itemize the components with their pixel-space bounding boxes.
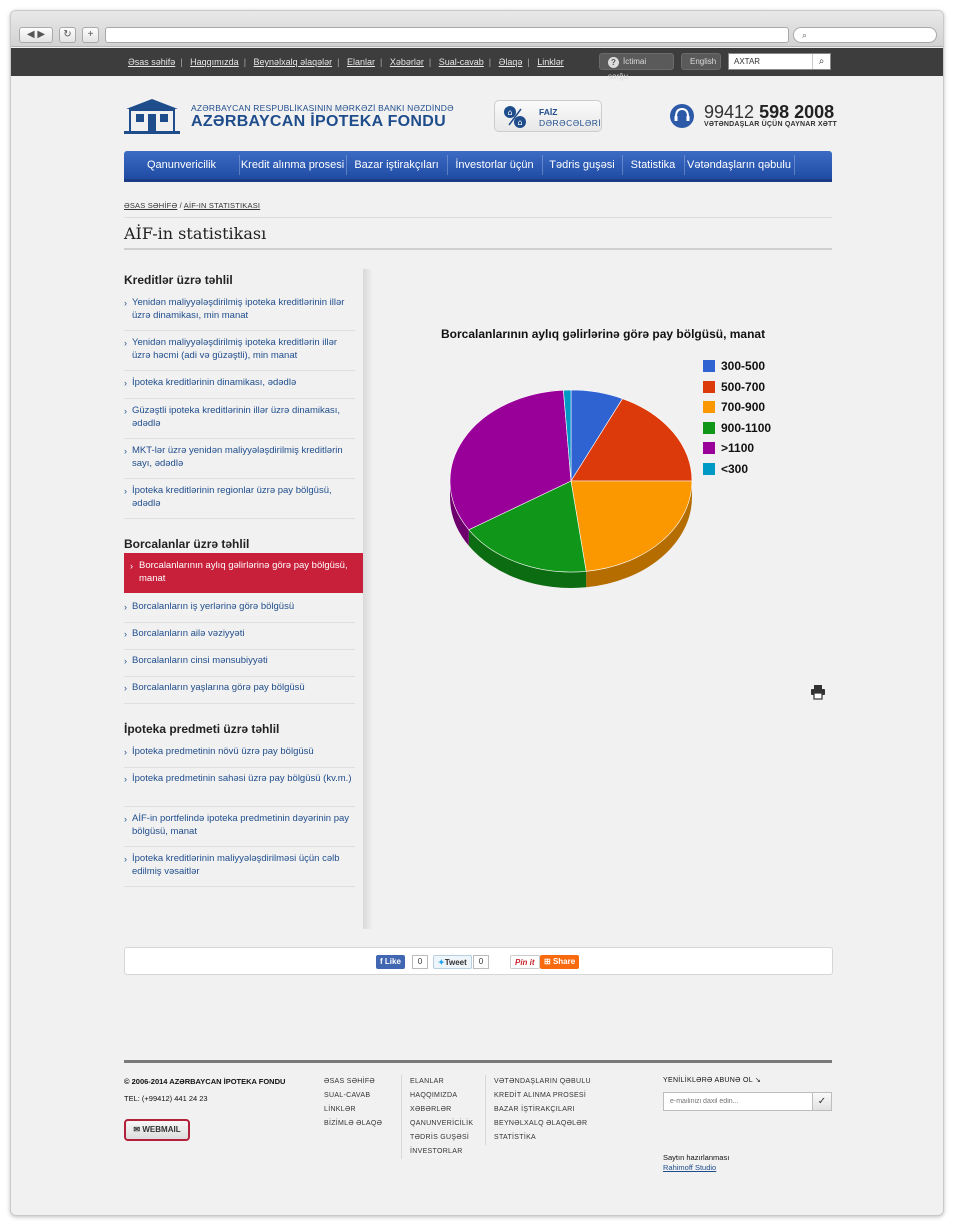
sidebar-item[interactable]: › Yenidən maliyyələşdirilmiş ipoteka kreditlərin illər üzrə həcmi (adi və güzəştli), min manat: [124, 337, 355, 371]
legend-swatch: [703, 401, 715, 413]
made-by-label: Saytın hazırlanması: [663, 1153, 730, 1162]
facebook-like-button[interactable]: f Like: [376, 955, 405, 969]
legend-swatch: [703, 381, 715, 393]
top-nav-intl[interactable]: Beynəlxalq əlaqələr: [253, 57, 333, 67]
page-title: AİF-in statistikası: [124, 224, 267, 243]
svg-text:⌂: ⌂: [507, 108, 513, 117]
breadcrumb: ƏSAS SƏHİFƏ / AİF-IN STATISTIKASI: [124, 201, 261, 210]
twitter-bird-icon: ✦: [438, 958, 445, 967]
top-nav-links[interactable]: Linklər: [537, 57, 564, 67]
footer-link[interactable]: ELANLAR: [410, 1078, 445, 1085]
footer-links-col3: [485, 1075, 591, 1145]
sidebar-item[interactable]: › Borcalanların yaşlarına görə pay bölgüsü: [124, 682, 355, 704]
like-count: 0: [412, 955, 428, 969]
browser-toolbar: [11, 11, 943, 47]
sidebar-section-title: İpoteka predmeti üzrə təhlil: [124, 722, 280, 736]
top-nav-about[interactable]: Haqqımızda: [190, 57, 239, 67]
legend-swatch: [703, 463, 715, 475]
legend-swatch: [703, 422, 715, 434]
sidebar-section-title: Kreditlər üzrə təhlil: [124, 273, 233, 287]
top-nav-news[interactable]: Xəbərlər: [389, 57, 424, 67]
footer-link[interactable]: XƏBƏRLƏR: [410, 1106, 452, 1113]
top-bar: [11, 48, 943, 81]
legend-swatch: [703, 360, 715, 372]
top-nav: Əsas səhifə | Haqqımızda | Beynəlxalq əlaqələr | Elanlar | Xəbərlər | Sual-cavab | Əlaqə | Linklər: [128, 57, 564, 67]
chevron-right-icon: ›: [124, 378, 127, 388]
legend-label: <300: [721, 461, 749, 476]
pinterest-button[interactable]: Pin it: [510, 955, 540, 969]
sidebar-item[interactable]: › İpoteka predmetinin növü üzrə pay bölgüsü: [124, 746, 355, 768]
footer-link[interactable]: LİNKLƏR: [324, 1106, 356, 1113]
chevron-right-icon: ›: [124, 602, 127, 612]
footer-link[interactable]: KREDİT ALINMA PROSESİ: [494, 1092, 587, 1099]
tweet-button[interactable]: ✦Tweet: [433, 955, 472, 969]
footer-divider: [124, 1060, 832, 1063]
logo-title[interactable]: AZƏRBAYCAN İPOTEKA FONDU: [191, 113, 446, 130]
chevron-right-icon: ›: [124, 683, 127, 693]
chevron-right-icon: ›: [124, 656, 127, 666]
copyright: © 2006-2014 AZƏRBAYCAN İPOTEKA FONDU: [124, 1077, 286, 1086]
footer-link[interactable]: BAZAR İŞTİRAKÇILARI: [494, 1106, 575, 1113]
sidebar-item[interactable]: › Yenidən maliyyələşdirilmiş ipoteka kreditlərinin illər üzrə dinamikası, min manat: [124, 297, 355, 331]
footer-link[interactable]: STATİSTİKA: [494, 1134, 537, 1141]
reload-icon[interactable]: ↻: [59, 27, 76, 43]
share-button[interactable]: ⊞ Share: [540, 955, 579, 969]
address-bar[interactable]: [105, 27, 789, 43]
footer-link[interactable]: TƏDRİS GUŞƏSİ: [410, 1134, 470, 1141]
divider: [124, 217, 832, 218]
subscribe-email-input[interactable]: [663, 1092, 813, 1111]
svg-text:⌂: ⌂: [517, 118, 523, 127]
top-nav-ads[interactable]: Elanlar: [346, 57, 375, 67]
sidebar-item[interactable]: › İpoteka kreditlərinin regionlar üzrə pay bölgüsü, ədədlə: [124, 485, 355, 519]
footer-link[interactable]: SUAL-CAVAB: [324, 1092, 371, 1099]
sidebar-item[interactable]: › İpoteka kreditlərinin dinamikası, ədədlə: [124, 377, 355, 399]
pie-chart: [431, 371, 711, 611]
main-nav-statistics[interactable]: Statistika: [630, 159, 676, 171]
pie-slice-700-900[interactable]: [571, 481, 692, 571]
chevron-right-icon: ›: [124, 629, 127, 639]
new-tab-icon[interactable]: +: [82, 27, 99, 43]
sidebar-item[interactable]: › Güzəştli ipoteka kreditlərinin illər üzrə dinamikası, ədədlə: [124, 405, 355, 439]
arrow-down-right-icon: ↘: [754, 1077, 762, 1084]
chevron-right-icon: ›: [124, 338, 127, 348]
envelope-icon: ✉: [133, 1125, 141, 1134]
top-nav-contact[interactable]: Əlaqə: [498, 57, 523, 67]
sidebar-section-title: Borcalanlar üzrə təhlil: [124, 537, 250, 551]
webmail-button[interactable]: ✉ WEBMAIL: [124, 1119, 190, 1141]
headset-icon: [669, 103, 695, 129]
chevron-right-icon: ›: [124, 298, 127, 308]
legend-label: 700-900: [721, 400, 766, 414]
percent-house-icon: [503, 105, 527, 129]
sidebar-item[interactable]: › Borcalanların ailə vəziyyəti: [124, 628, 355, 650]
search-icon[interactable]: ⌕: [812, 54, 830, 69]
language-button[interactable]: English: [681, 53, 721, 70]
sidebar-shadow: [363, 269, 373, 929]
legend-label: 900-1100: [721, 420, 772, 435]
public-survey-button[interactable]: ? İctimai sorğu: [599, 53, 674, 70]
sidebar-item[interactable]: › Borcalanların iş yerlərinə görə bölgüsü: [124, 601, 355, 623]
chevron-right-icon: ›: [124, 747, 127, 757]
interest-rates-button[interactable]: ⌂ ⌂ FAİZ DƏRƏCƏLƏRİ: [494, 100, 602, 132]
back-forward-button[interactable]: ◀ ▶: [19, 27, 53, 43]
footer-link[interactable]: İNVESTORLAR: [410, 1148, 463, 1155]
footer-links-col2: [401, 1075, 473, 1159]
main-nav-market[interactable]: Bazar iştirakçıları: [354, 159, 439, 171]
chevron-right-icon: ›: [124, 854, 127, 864]
top-nav-home[interactable]: Əsas səhifə: [128, 57, 176, 67]
main-nav-legislation[interactable]: Qanunvericilik: [146, 159, 217, 171]
footer-link[interactable]: ƏSAS SƏHİFƏ: [324, 1078, 375, 1085]
hotline-caption: VƏTƏNDAŞLAR ÜÇÜN QAYNAR XƏTT: [704, 121, 837, 128]
tweet-count: 0: [473, 955, 489, 969]
footer-link[interactable]: BEYNƏLXALQ ƏLAQƏLƏR: [494, 1120, 588, 1127]
divider: [124, 248, 832, 250]
hotline-number: 99412 598 2008: [704, 102, 835, 122]
footer-links-col1: [324, 1075, 382, 1131]
question-icon: ?: [608, 57, 619, 68]
legend-label: 500-700: [721, 379, 766, 394]
main-nav-investors[interactable]: İnvestorlar üçün: [455, 159, 534, 171]
footer-link[interactable]: HAQQIMIZDA: [410, 1092, 458, 1099]
share-bar: [124, 947, 833, 975]
main-nav-credit-process[interactable]: Kredit alınma prosesi: [240, 159, 345, 171]
chevron-right-icon: ›: [124, 486, 127, 496]
logo-icon[interactable]: [124, 97, 180, 134]
breadcrumb-home[interactable]: ƏSAS SƏHİFƏ: [124, 201, 178, 210]
footer-link[interactable]: BİZİMLƏ ƏLAQƏ: [324, 1120, 383, 1127]
chevron-right-icon: ›: [124, 446, 127, 456]
chevron-right-icon: ›: [124, 406, 127, 416]
breadcrumb-current[interactable]: AİF-IN STATISTIKASI: [183, 201, 261, 210]
footer-link[interactable]: QANUNVERİCİLİK: [410, 1120, 474, 1127]
chevron-right-icon: ›: [124, 814, 127, 824]
made-by-link[interactable]: Rahimoff Studio: [663, 1163, 717, 1172]
site-search-input[interactable]: AXTAR ⌕: [728, 53, 831, 70]
print-icon[interactable]: [810, 684, 826, 700]
sidebar-item[interactable]: › Borcalanların cinsi mənsubiyyəti: [124, 655, 355, 677]
main-nav-reception[interactable]: Vətəndaşların qəbulu: [687, 159, 791, 171]
main-nav: [124, 151, 832, 182]
legend-label: >1100: [721, 441, 755, 455]
legend-label: 300-500: [721, 359, 766, 373]
footer-phone: TEL: (+99412) 441 24 23: [124, 1094, 208, 1103]
subscribe-label: YENİLİKLƏRƏ ABUNƏ OL ↘: [663, 1077, 762, 1084]
chevron-right-icon: ›: [124, 774, 127, 784]
chevron-right-icon: ›: [130, 561, 133, 571]
sidebar-item[interactable]: › MKT-lər üzrə yenidən maliyyələşdirilmiş kreditlərin sayı, ədədlə: [124, 445, 355, 479]
logo-subtitle: AZƏRBAYCAN RESPUBLİKASININ MƏRKƏZİ BANKI NƏZDİNDƏ: [191, 103, 454, 113]
legend-swatch: [703, 442, 715, 454]
checkmark-icon[interactable]: ✓: [812, 1092, 832, 1111]
sidebar-item[interactable]: › İpoteka predmetinin sahəsi üzrə pay bölgüsü (kv.m.): [124, 773, 355, 807]
browser-search-field[interactable]: ⌕: [793, 27, 937, 43]
main-nav-education[interactable]: Tədris guşəsi: [549, 159, 615, 171]
sidebar-item[interactable]: › İpoteka kreditlərinin maliyyələşdirilməsi üçün cəlb edilmiş vəsaitlər: [124, 853, 355, 887]
sidebar-item-active[interactable]: › Borcalanlarının aylıq gəlirlərinə görə pay bölgüsü, manat: [124, 553, 363, 593]
sidebar-item[interactable]: › AİF-in portfelində ipoteka predmetinin dəyərinin pay bölgüsü, manat: [124, 813, 355, 847]
top-nav-faq[interactable]: Sual-cavab: [438, 57, 484, 67]
footer-link[interactable]: VƏTƏNDAŞLARIN QƏBULU: [494, 1078, 591, 1085]
chart-title: Borcalanlarının aylıq gəlirlərinə görə pay bölgüsü, manat: [441, 327, 766, 341]
browser-window: [10, 10, 944, 1216]
